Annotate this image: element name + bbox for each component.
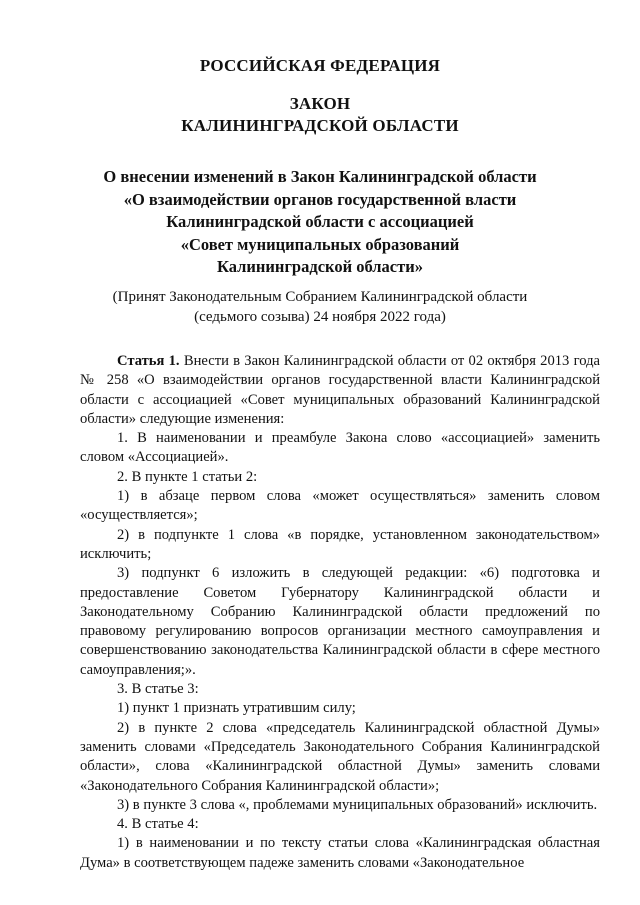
paragraph-item: 2. В пункте 1 статьи 2: xyxy=(117,468,258,485)
law-title-line: «О взаимодействии органов государственной власти xyxy=(123,189,517,209)
article-1-intro xyxy=(80,352,600,429)
paragraph-item: 1) в наименовании и по тексту статьи слова «Калининградская областная Дума» в соответствующем падеже заменить словами «Законодательное xyxy=(80,835,600,871)
adoption-note-line: (седьмого созыва) 24 ноября 2022 года) xyxy=(194,309,446,325)
article-intro-text: Внести в Закон Калининградской области от 02 октября 2013 года № 258 «О взаимодействии органов государственной власти Калининградской области с ассоциацией «Совет муниципальных образований Калининградской области» следующие изменения: xyxy=(80,353,600,427)
paragraph-item: 2) в пункте 2 слова «председатель Калининградской областной Думы» заменить словами «Председатель Законодательного Собрания Калининградской области», слова «Калининградской областной Думы» заменить словами «Законодательного Собрания Калининградской области»; xyxy=(80,719,600,794)
paragraph-item: 4. В статье 4: xyxy=(117,816,199,833)
law-title-line: «Совет муниципальных образований xyxy=(180,234,460,254)
paragraph-item: 1) пункт 1 признать утратившим силу; xyxy=(117,700,356,717)
country-header: РОССИЙСКАЯ ФЕДЕРАЦИЯ xyxy=(199,56,441,75)
adoption-note xyxy=(0,287,640,327)
paragraph-item: 3. В статье 3: xyxy=(117,681,199,698)
paragraph-item: 1) в абзаце первом слова «может осуществляться» заменить словом «осуществляется»; xyxy=(80,488,600,524)
law-title-line: Калининградской области» xyxy=(217,257,423,276)
region-heading: КАЛИНИНГРАДСКОЙ ОБЛАСТИ xyxy=(181,116,459,135)
paragraph-item: 3) подпункт 6 изложить в следующей редакции: «6) подготовка и предоставление Советом Губернатору Калининградской области и Законодательному Собранию Калининградской области предложений по правовому регулированию вопросов организации местного самоуправления и совершенствованию законодательства Калининградской области в сфере местного самоуправления;». xyxy=(80,565,600,678)
paragraph-item: 1. В наименовании и преамбуле Закона слово «ассоциацией» заменить словом «Ассоциацией». xyxy=(80,430,600,466)
law-title-line: Калининградской области с ассоциацией xyxy=(166,212,474,231)
law-body xyxy=(80,352,600,873)
document-type-heading: ЗАКОН xyxy=(289,94,351,113)
article-label: Статья 1. xyxy=(117,353,180,369)
adoption-note-line: (Принят Законодательным Собранием Калининградской области xyxy=(112,289,528,305)
law-title-line: О внесении изменений в Закон Калининградской области xyxy=(103,167,537,186)
paragraph-item: 2) в подпункте 1 слова «в порядке, установленном законодательством» исключить; xyxy=(80,526,600,562)
law-title xyxy=(0,166,640,279)
paragraph-item: 3) в пункте 3 слова «, проблемами муниципальных образований» исключить. xyxy=(117,796,598,813)
